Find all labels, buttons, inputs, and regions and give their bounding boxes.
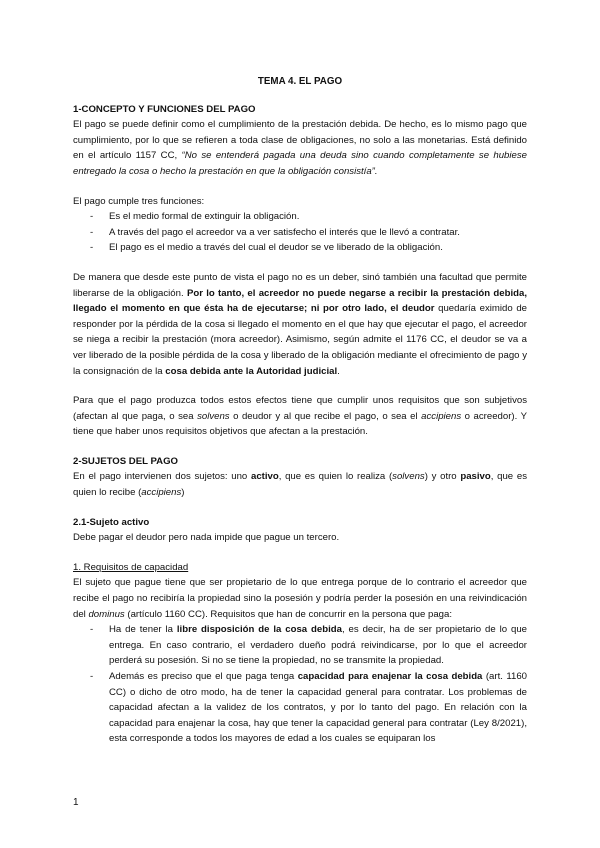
- requirements-heading: 1. Requisitos de capacidad: [73, 561, 189, 573]
- section-1-heading: 1-CONCEPTO Y FUNCIONES DEL PAGO: [73, 103, 256, 115]
- subsection-2-1-heading: 2.1-Sujeto activo: [73, 516, 150, 528]
- requirements-list: [73, 622, 527, 747]
- page-number: 1: [73, 797, 79, 808]
- functions-list: [73, 209, 527, 256]
- list-item: - Es el medio formal de extinguir la obligación.: [73, 209, 527, 225]
- subsection-2-1-paragraph: Debe pagar el deudor pero nada impide que pague un tercero.: [73, 532, 340, 544]
- list-item: - A través del pago el acreedor va a ver satisfecho el interés que le llevó a contratar.: [73, 225, 527, 241]
- page-content: [73, 74, 527, 747]
- article-1157-quote: “No se entenderá pagada una deuda sino cuando completamente se hubiese entregado la cosa o hecho la prestación en que la obligación consistía”.: [73, 150, 527, 177]
- section-2-heading: 2-SUJETOS DEL PAGO: [73, 455, 179, 467]
- section-1-paragraph-2: El pago cumple tres funciones:: [73, 195, 205, 207]
- document-title: TEMA 4. EL PAGO: [257, 76, 343, 87]
- list-item: - Ha de tener la libre disposición de la cosa debida, es decir, ha de ser propietario de lo que entrega. En caso contrario, el verdadero dueño podrá reivindicarse, por lo que el acreedor perderá su posesión. Si no se tiene la propiedad, no se transmite la propiedad.: [73, 622, 527, 669]
- section-1-paragraph-3: De manera que desde este punto de vista el pago no es un deber, sinó también una facultad que permite liberarse de la obligación. Por lo tanto, el acreedor no puede negarse a recibir la prestación debida, llegado el momento en que ésta ha de ejecutarse; ni por otro lado, el deudor quedaría eximido de responder por la pérdida de la cosa si llegado el momento en el que hay que ejecutar el pago, el acreedor se niega a recibir la prestación (mora acreedor). Asimismo, según admite el 1176 CC, el deudor se va a ver liberado de la posible pérdida de la cosa y liberado de la obligación mediante el ofrecimiento de pago y la consignación de la cosa debida ante la Autoridad judicial.: [73, 271, 528, 377]
- list-item: - Además es preciso que el que paga tenga capacidad para enajenar la cosa debida (art. 1160 CC) o dicho de otro modo, ha de tener la capacidad general para contratar. Los problemas de capacidad afectan a la validez de los contratos, y por lo tanto del pago. En relación con la capacidad para enajenar la cosa, hay que tener la capacidad general para contratar (Ley 8/2021), esta corresponde a todos los mayores de edad a los cuales se equiparan los: [73, 669, 527, 747]
- section-2-paragraph-1: En el pago intervienen dos sujetos: uno activo, que es quien lo realiza (solvens) y otro pasivo, que es quien lo recibe (accipiens): [73, 471, 527, 499]
- list-item: - El pago es el medio a través del cual el deudor se ve liberado de la obligación.: [73, 240, 527, 256]
- requirements-paragraph: El sujeto que pague tiene que ser propietario de lo que entrega porque de lo contrario el acreedor que recibe el pago no recibiría la propiedad sino la posesión y podría perder la posesión en una reivindicación del dominus (artículo 1160 CC). Requisitos que han de concurrir en la persona que paga:: [73, 577, 527, 620]
- section-1-paragraph-1: El pago se puede definir como el cumplimiento de la prestación debida. De hecho, es lo mismo pago que cumplimiento, por lo que se refieren a toda clase de obligaciones, no solo a las monetarias. Está definido en el artículo 1157 CC, “No se entenderá pagada una deuda sino cuando completamente se hubiese entregado la cosa o hecho la prestación en que la obligación consistía”.: [73, 119, 527, 177]
- section-1-paragraph-4: Para que el pago produzca todos estos efectos tiene que cumplir unos requisitos que son subjetivos (afectan al que paga, o sea solvens o deudor y al que recibe el pago, o sea el accipiens o acreedor). Y tiene que haber unos requisitos objetivos que afectan a la prestación.: [73, 395, 527, 438]
